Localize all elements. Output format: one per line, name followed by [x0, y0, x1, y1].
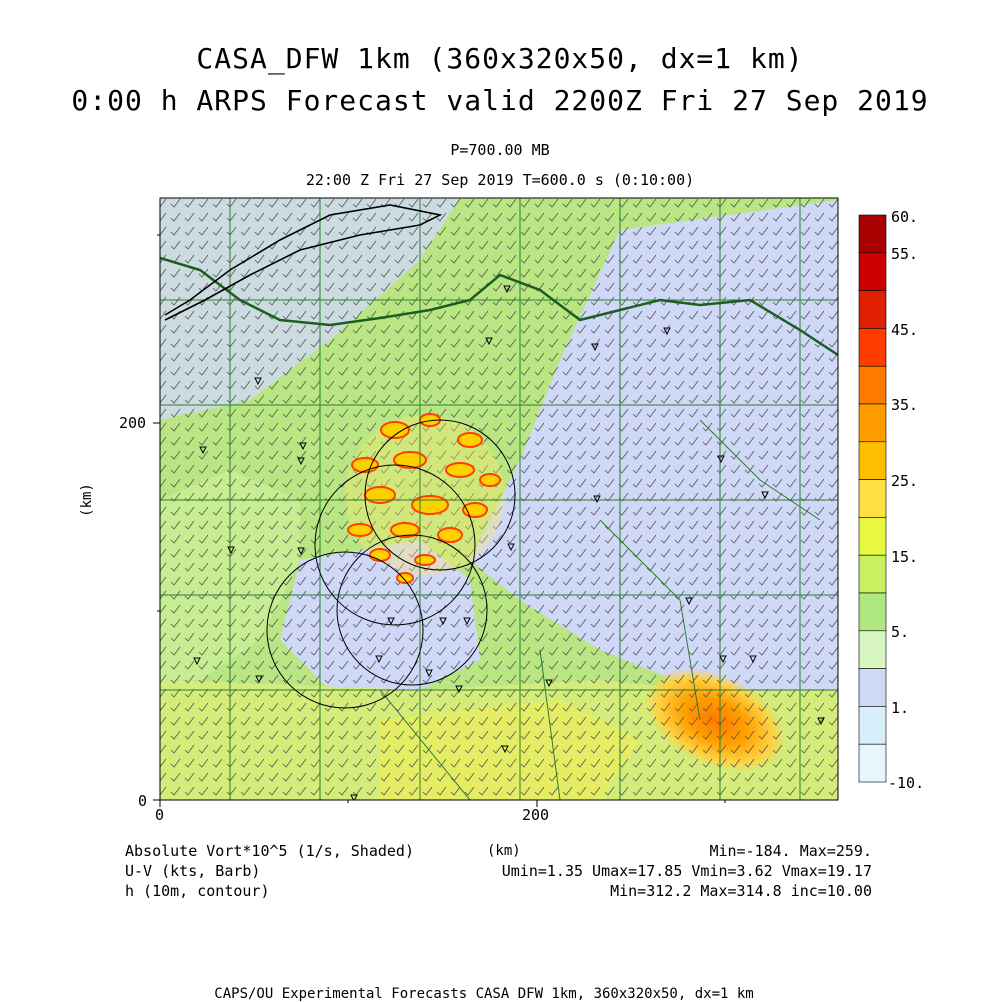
- colorbar: [859, 215, 886, 782]
- legend-stats-height: Min=312.2 Max=314.8 inc=10.00: [610, 882, 872, 900]
- y-tick-200: 200: [119, 414, 147, 432]
- colorbar-swatch: [859, 669, 886, 707]
- colorbar-label: 25.: [891, 472, 919, 490]
- legend-stats-wind: Umin=1.35 Umax=17.85 Vmin=3.62 Vmax=19.17: [501, 862, 872, 880]
- colorbar-swatch: [859, 706, 886, 744]
- footer-credit: CAPS/OU Experimental Forecasts CASA DFW 1km, 360x320x50, dx=1 km: [214, 986, 754, 1002]
- colorbar-swatch: [859, 593, 886, 631]
- colorbar-label: 15.: [891, 548, 919, 566]
- legend-field-vorticity: Absolute Vort*10^5 (1/s, Shaded): [125, 842, 414, 860]
- y-tick-0: 0: [138, 792, 148, 810]
- colorbar-label: 45.: [891, 321, 919, 339]
- colorbar-swatch: [859, 366, 886, 404]
- x-axis-label: (km): [487, 843, 521, 859]
- map-panel: [160, 198, 840, 801]
- colorbar-swatch: [859, 555, 886, 593]
- colorbar-label: -10.: [888, 774, 925, 792]
- colorbar-label: 35.: [891, 396, 919, 414]
- colorbar-swatch: [859, 744, 886, 782]
- pressure-level: P=700.00 MB: [450, 141, 550, 159]
- title-line2: 0:00 h ARPS Forecast valid 2200Z Fri 27 Sep 2019: [71, 84, 929, 117]
- valid-time: 22:00 Z Fri 27 Sep 2019 T=600.0 s (0:10:00): [305, 171, 695, 189]
- colorbar-label: 1.: [891, 699, 910, 717]
- colorbar-swatch: [859, 328, 886, 366]
- colorbar-swatch: [859, 442, 886, 480]
- legend-field-height: h (10m, contour): [125, 882, 270, 900]
- colorbar-swatch: [859, 291, 886, 329]
- title-line1: CASA_DFW 1km (360x320x50, dx=1 km): [196, 42, 804, 75]
- colorbar-swatch: [859, 480, 886, 518]
- legend-field-wind: U-V (kts, Barb): [125, 862, 261, 880]
- colorbar-swatch: [859, 404, 886, 442]
- colorbar-swatch: [859, 631, 886, 669]
- colorbar-label: 60.: [891, 208, 919, 226]
- colorbar-swatch: [859, 517, 886, 555]
- colorbar-label: 55.: [891, 245, 919, 263]
- colorbar-label: 5.: [891, 623, 910, 641]
- legend-stats-vorticity: Min=-184. Max=259.: [709, 842, 872, 860]
- colorbar-swatch: [859, 215, 886, 253]
- x-tick-0: 0: [155, 806, 165, 824]
- x-tick-200: 200: [522, 806, 550, 824]
- y-axis-label: (km): [78, 483, 95, 517]
- colorbar-swatch: [859, 253, 886, 291]
